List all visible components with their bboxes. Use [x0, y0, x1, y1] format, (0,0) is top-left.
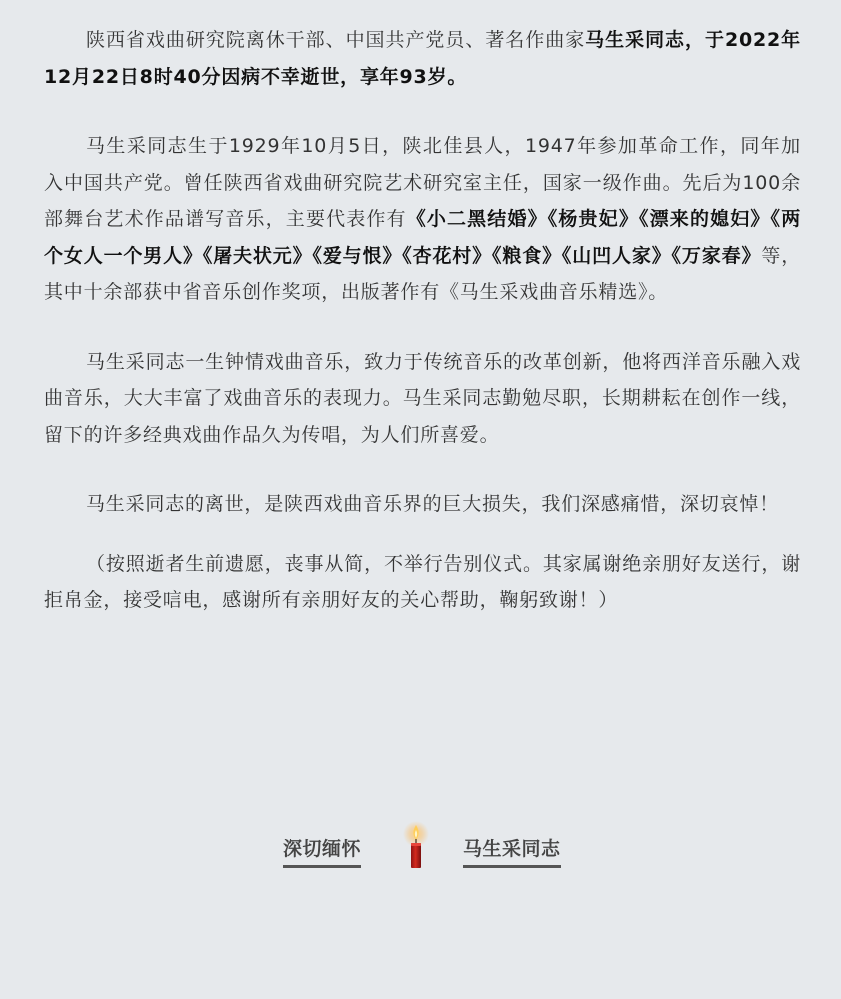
- memorial-left-text: 深切缅怀: [283, 837, 361, 868]
- memorial-right-text: 马生采同志: [463, 837, 561, 868]
- biography-intro: 马生采同志生于1929年10月5日，陕北佳县人，1947年参加革命工作，同年加入中国共产党。曾任陕西省戏曲研究院艺术研究室主任，国家一级作曲。先后为100余部舞台艺术作品谱写音乐，主要代表作有: [44, 135, 801, 230]
- memorial-banner: [0, 820, 841, 880]
- biography-awards: 等，其中十余部获中省音乐创作奖项，出版著作有《马生采戏曲音乐精选》。: [44, 244, 801, 303]
- obituary-article: [44, 22, 801, 619]
- announcement-intro: 陕西省戏曲研究院离休干部、中国共产党员、著名作曲家: [86, 29, 586, 51]
- condolence-paragraph: 马生采同志的离世，是陕西戏曲音乐界的巨大损失，我们深感痛惜，深切哀悼！: [86, 493, 780, 515]
- candle-icon: [400, 820, 432, 870]
- announcement-highlight: 马生采同志，于2022年12月22日8时40分因病不幸逝世，享年93岁。: [44, 29, 801, 88]
- funeral-notice: （按照逝者生前遗愿，丧事从简，不举行告别仪式。其家属谢绝亲朋好友送行，谢拒帛金，接受唁电，感谢所有亲朋好友的关心帮助，鞠躬致谢！）: [44, 552, 801, 611]
- biography-paragraph: [44, 128, 801, 311]
- obituary-announcement: [44, 22, 801, 95]
- representative-works: 《小二黑结婚》《杨贵妃》《漂来的媳妇》《两个女人一个男人》《屠夫状元》《爱与恨》《杏花村》《粮食》《山凹人家》《万家春》: [44, 208, 801, 267]
- contribution-paragraph: 马生采同志一生钟情戏曲音乐，致力于传统音乐的改革创新，他将西洋音乐融入戏曲音乐，大大丰富了戏曲音乐的表现力。马生采同志勤勉尽职，长期耕耘在创作一线，留下的许多经典戏曲作品久为传唱，为人们所喜爱。: [44, 350, 801, 446]
